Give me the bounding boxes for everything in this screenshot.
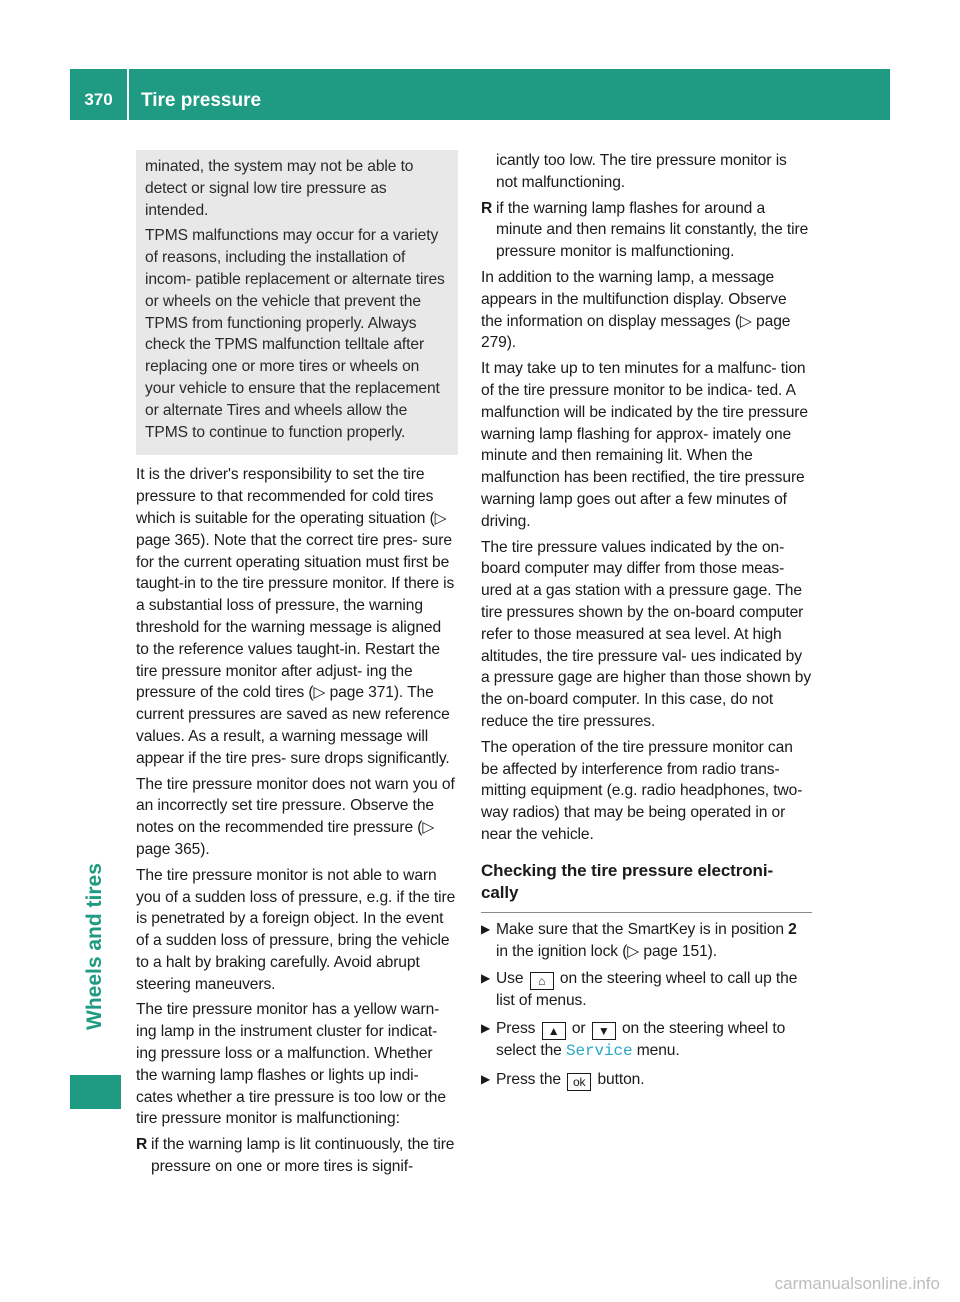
- page-number: 370: [84, 90, 113, 109]
- list-item-text: if the warning lamp is lit continuously, the tire pressure on one or more tires is signif-: [151, 1136, 455, 1176]
- page-title: Tire pressure: [141, 90, 262, 111]
- body-paragraph: The tire pressure monitor is not able to warn you of a sudden loss of pressure, e.g. if the tire is penetrated by a foreign object. In the event of a sudden loss of pressure, bring the vehicle to a halt by braking carefully. Avoid abrupt steering maneuvers.: [136, 866, 456, 993]
- step-text: Press: [496, 1020, 536, 1038]
- side-tab: [70, 1075, 121, 1109]
- body-paragraph: The tire pressure monitor has a yellow warn- ing lamp in the instrument cluster for indicat- ing pressure loss or a malfunction. Whether the warning lamp flashes or lights up indi- cates whether a tire pressure is too low or the tire pressure monitor is malfunctioning:: [136, 1001, 446, 1128]
- arrow-down-icon: ▼: [592, 1022, 616, 1040]
- step-text: button.: [597, 1070, 645, 1088]
- note-paragraph: minated, the system may not be able to detect or signal low tire pressure as intended.: [145, 158, 414, 219]
- right-column: [481, 150, 812, 1095]
- position-number: 2: [788, 920, 797, 938]
- instruction-step: [481, 1018, 812, 1063]
- footer-watermark: carmanualsonline.info: [774, 1274, 940, 1293]
- step-text: menu.: [636, 1042, 680, 1060]
- step-text: Make sure that the SmartKey is in position: [496, 920, 784, 938]
- list-item: [481, 198, 812, 263]
- step-text: or: [571, 1020, 586, 1038]
- list-item: [136, 1134, 458, 1178]
- header-divider: [127, 69, 129, 120]
- step-arrow-icon: ▶: [481, 1021, 491, 1036]
- instruction-step: [481, 919, 812, 963]
- home-icon: ⌂: [530, 972, 554, 990]
- side-section-label: Wheels and tires: [83, 863, 106, 1030]
- step-arrow-icon: ▶: [481, 971, 491, 986]
- note-paragraph: TPMS malfunctions may occur for a variety of reasons, including the installation of incom- patible replacement or alternate tires or wheels on the vehicle that prevent the TPMS from functioning properly. Always check the TPMS malfunction telltale after replacing one or more tires or wheels on your vehicle to ensure that the replacement or alternate Tires and wheels allow the TPMS to continue to function properly.: [145, 227, 445, 441]
- list-item: [481, 150, 812, 194]
- list-item-text: icantly too low. The tire pressure monitor is not malfunctioning.: [496, 152, 787, 191]
- body-paragraph: It may take up to ten minutes for a malfunc- tion of the tire pressure monitor to be indica- ted. A malfunction will be indicated by the tire pressure warning lamp flashing for approx- imately one minute and then remaining lit. When the malfunction has been rectified, the tire pressure warning lamp goes out after a few minutes of driving.: [481, 360, 808, 530]
- step-arrow-icon: ▶: [481, 921, 491, 936]
- step-text: Press the: [496, 1070, 561, 1088]
- step-text: in the ignition lock (▷ page 151).: [496, 942, 717, 960]
- list-item-text: if the warning lamp flashes for around a minute and then remains lit constantly, the tire pressure monitor is malfunctioning.: [496, 199, 809, 261]
- bullet-marker-icon: R: [481, 199, 493, 217]
- note-box: [136, 150, 458, 455]
- left-column: [136, 150, 458, 1182]
- ok-button-icon: ok: [567, 1073, 591, 1091]
- body-paragraph: The tire pressure values indicated by the on- board computer may differ from those meas- ured at a gas station with a pressure gage. The tire pressures shown by the on-board computer refer to those measured at sea level. At high altitudes, the tire pressure val- ues indicated by a pressure gage are higher than those shown by the on-board computer. In this case, do not reduce the tire pressures.: [481, 538, 812, 730]
- bullet-marker-icon: R: [136, 1136, 148, 1154]
- body-paragraph: It is the driver's responsibility to set the tire pressure to that recommended for cold tires which is suitable for the operating situation (▷ page 365). Note that the correct tire pres- sure for the current operating situation must first be taught-in to the tire pressure monitor. If there is a substantial loss of pressure, the warning threshold for the warning message is aligned to the reference values taught-in. Restart the tire pressure monitor after adjust- ing the pressure of the cold tires (▷ page 371). The current pressures are saved as new reference values. As a result, a warning message will appear if the tire pres- sure drops significantly.: [136, 466, 455, 767]
- service-menu-label: Service: [565, 1042, 633, 1061]
- body-paragraph: The tire pressure monitor does not warn you of an incorrectly set tire pressure. Observe the notes on the recommended tire pressure (▷ page 365).: [136, 775, 455, 858]
- body-paragraph: In addition to the warning lamp, a message appears in the multifunction display. Observe the information on display messages (▷ page 279).: [481, 268, 791, 352]
- step-text: Use: [496, 970, 524, 988]
- step-text: on the steering wheel to select the: [496, 1020, 786, 1060]
- step-arrow-icon: ▶: [481, 1071, 491, 1086]
- instruction-step: [481, 968, 812, 1012]
- section-heading: Checking the tire pressure electroni- cally: [481, 860, 812, 913]
- arrow-up-icon: ▲: [542, 1022, 566, 1040]
- step-text: on the steering wheel to call up the list of menus.: [496, 970, 798, 1010]
- instruction-step: [481, 1069, 812, 1091]
- body-paragraph: The operation of the tire pressure monitor can be affected by interference from radio trans- mitting equipment (e.g. radio headphones, two-way radios) that may be being operated in or near the vehicle.: [481, 738, 803, 843]
